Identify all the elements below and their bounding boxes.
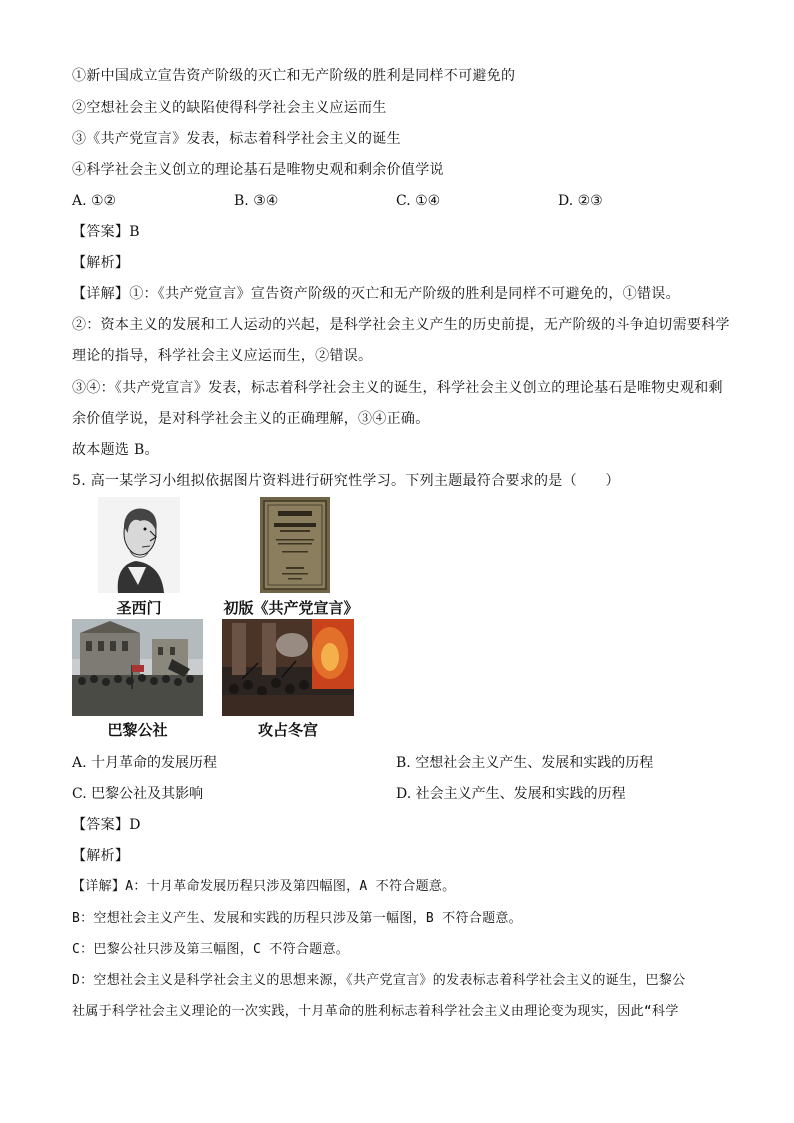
q4-detail-line-5: 余价值学说，是对科学社会主义的正确理解，③④正确。 xyxy=(72,411,430,427)
q4-detail-line-4: ③④：《共产党宣言》发表，标志着科学社会主义的诞生，科学社会主义创立的理论基石是唯物史观和剩 xyxy=(72,380,723,396)
q5-stem: 5. 高一某学习小组拟依据图片资料进行研究性学习。下列主题最符合要求的是（ ） xyxy=(72,473,620,489)
q4-detail-line-1: 【详解】①：《共产党宣言》宣告资产阶级的灭亡和无产阶级的胜利是同样不可避免的，①错误。 xyxy=(72,286,680,302)
q5-answer: 【答案】D xyxy=(72,817,141,833)
q4-detail-line-3: 理论的指导，科学社会主义应运而生，②错误。 xyxy=(72,348,373,364)
q4-detail-line-6: 故本题选 B。 xyxy=(72,442,159,458)
q4-statement-2: ②空想社会主义的缺陷使得科学社会主义应运而生 xyxy=(72,100,387,116)
saint-simon-portrait xyxy=(98,497,180,593)
q5-detail-line-1: 【详解】A：十月革命发展历程只涉及第四幅图，A 不符合题意。 xyxy=(72,879,456,894)
q4-option-d: D. ②③ xyxy=(558,193,603,209)
q5-detail-line-3: C：巴黎公社只涉及第三幅图，C 不符合题意。 xyxy=(72,942,350,957)
q4-option-c: C. ①④ xyxy=(396,193,441,209)
q5-option-b: B. 空想社会主义产生、发展和实践的历程 xyxy=(396,755,654,771)
q4-option-b: B. ③④ xyxy=(234,193,279,209)
caption-winter-palace: 攻占冬宫 xyxy=(257,721,318,739)
q5-detail-line-2: B：空想社会主义产生、发展和实践的历程只涉及第一幅图，B 不符合题意。 xyxy=(72,911,522,926)
q5-option-a: A. 十月革命的发展历程 xyxy=(72,755,218,771)
q5-option-c: C. 巴黎公社及其影响 xyxy=(72,786,204,802)
q5-detail-line-4: D：空想社会主义是科学社会主义的思想来源，《共产党宣言》的发表标志着科学社会主义的诞生，巴黎公 xyxy=(72,973,686,988)
q5-detail-line-5: 社属于科学社会主义理论的一次实践，十月革命的胜利标志着科学社会主义由理论变为现实，因此“科学 xyxy=(72,1004,679,1019)
q4-statement-3: ③《共产党宣言》发表，标志着科学社会主义的诞生 xyxy=(72,131,401,147)
q5-option-d: D. 社会主义产生、发展和实践的历程 xyxy=(396,786,626,802)
q4-option-a: A. ①② xyxy=(72,193,117,209)
paris-commune-image xyxy=(72,619,203,716)
winter-palace-image xyxy=(222,619,354,716)
q4-statement-4: ④科学社会主义创立的理论基石是唯物史观和剩余价值学说 xyxy=(72,162,444,178)
q4-statement-1: ①新中国成立宣告资产阶级的灭亡和无产阶级的胜利是同样不可避免的 xyxy=(72,68,516,84)
caption-manifesto: 初版《共产党宣言》 xyxy=(223,599,359,617)
q4-detail-line-2: ②：资本主义的发展和工人运动的兴起，是科学社会主义产生的历史前提，无产阶级的斗争迫切需要科学 xyxy=(72,317,730,333)
caption-paris-commune: 巴黎公社 xyxy=(107,721,168,739)
q5-analysis-label: 【解析】 xyxy=(72,848,130,864)
q4-answer: 【答案】B xyxy=(72,224,140,240)
caption-saint-simon: 圣西门 xyxy=(116,599,162,617)
q4-analysis-label: 【解析】 xyxy=(72,255,130,271)
manifesto-cover-image xyxy=(260,497,330,593)
